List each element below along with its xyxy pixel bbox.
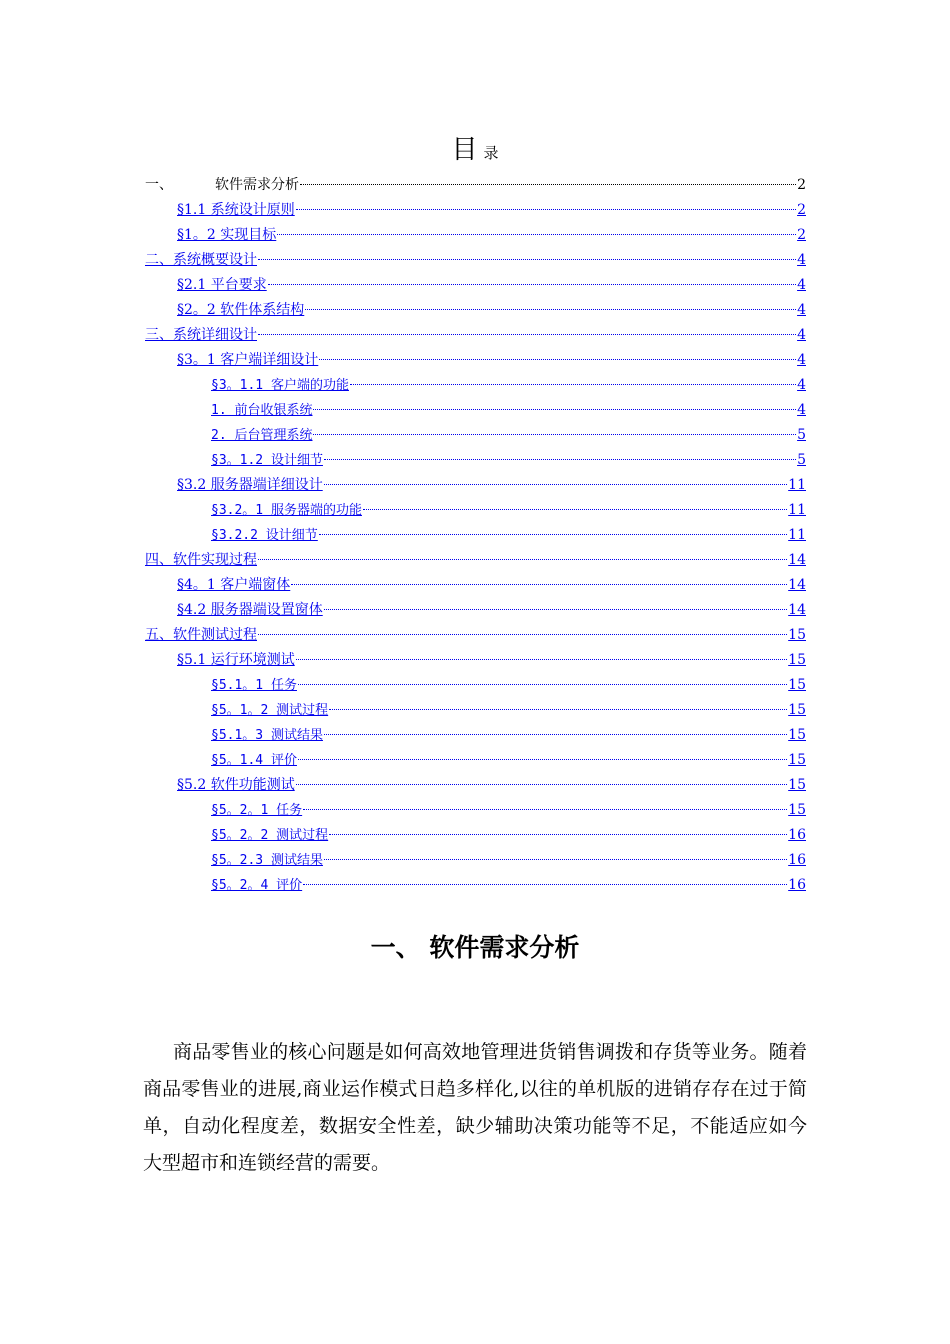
toc-entry-page: 4 [797,302,806,318]
toc-entry-label: §5。2。4 评价 [211,878,303,893]
toc-entry-page: 4 [797,377,806,393]
toc-entry[interactable] [211,449,806,471]
toc-entry-page: 4 [797,402,806,418]
toc-leader [303,884,787,885]
toc-entry-page: 15 [788,802,806,818]
toc-leader [300,184,796,185]
toc-entry-label: §5。1。2 测试过程 [211,703,329,718]
toc-entry-page: 2 [797,202,806,218]
toc-entry-label: §3.2 服务器端详细设计 [177,477,323,493]
toc-entry[interactable] [177,349,806,371]
toc-entry[interactable] [177,599,806,621]
body-paragraph: 商品零售业的核心问题是如何高效地管理进货销售调拨和存货等业务。随着商品零售业的进展,商业运作模式日趋多样化,以往的单机版的进销存存在过于简单，自动化程度差，数据安全性差，缺少辅助决策功能等不足，不能适应如今大型超市和连锁经营的需要。 [143,1041,807,1174]
toc-entry-label: 一、 软件需求分析 [145,177,299,193]
toc-entry[interactable] [211,799,806,821]
toc-leader [324,459,796,460]
toc-leader [313,434,796,435]
toc-leader [324,484,787,485]
toc-entry[interactable] [211,749,806,771]
toc-entry[interactable] [145,324,806,346]
toc-entry-page: 5 [797,452,806,468]
toc-leader [350,384,796,385]
toc-leader [277,234,796,235]
toc-entry[interactable] [177,224,806,246]
toc-entry[interactable] [211,674,806,696]
toc-entry-page: 15 [788,652,806,668]
toc-entry-label: §1.1 系统设计原则 [177,202,295,218]
toc-leader [363,509,787,510]
toc-entry-page: 16 [788,827,806,843]
toc-leader [303,809,787,810]
toc-leader [291,584,787,585]
toc-entry[interactable] [211,824,806,846]
toc-entry-label: §3。1.2 设计细节 [211,453,323,468]
toc-leader [258,334,796,335]
toc-entry[interactable] [145,624,806,646]
toc-entry-page: 5 [797,427,806,443]
toc-entry[interactable] [211,724,806,746]
toc-entry-label: §5.2 软件功能测试 [177,777,295,793]
toc-leader [258,259,796,260]
toc-entry-label: §5。2。1 任务 [211,803,303,818]
toc-entry-page: 2 [797,177,806,193]
toc-entry-page: 4 [797,252,806,268]
toc-entry-page: 15 [788,727,806,743]
toc-leader [258,559,787,560]
toc-entry-label: 1. 前台收银系统 [211,403,313,418]
toc-entry-label: §2.1 平台要求 [177,277,267,293]
toc-entry[interactable] [211,374,806,396]
toc-entry-page: 2 [797,227,806,243]
toc-entry[interactable] [211,874,806,896]
toc-entry-page: 15 [788,702,806,718]
toc-entry[interactable] [211,399,806,421]
toc-leader [319,359,796,360]
toc-entry[interactable] [177,774,806,796]
toc-entry-label: §1。2 实现目标 [177,227,277,243]
toc-leader [268,284,796,285]
toc-entry-page: 16 [788,877,806,893]
toc-entry[interactable] [177,474,806,496]
toc-entry-label: §4。1 客户端窗体 [177,577,291,593]
toc-leader [258,634,787,635]
toc-entry-label: §2。2 软件体系结构 [177,302,305,318]
toc-entry[interactable] [177,299,806,321]
toc-entry[interactable] [211,699,806,721]
toc-entry-label: §4.2 服务器端设置窗体 [177,602,323,618]
toc-entry[interactable] [177,574,806,596]
toc-entry-page: 11 [788,477,806,493]
toc-leader [296,784,787,785]
toc-entry-page: 14 [788,552,806,568]
toc-leader [305,309,796,310]
toc-title-suffix: 录 [483,144,499,162]
toc-leader [313,409,796,410]
toc-title [0,132,950,171]
toc-leader [298,759,787,760]
toc-entry[interactable] [177,199,806,221]
toc-entry-page: 15 [788,777,806,793]
toc-entry[interactable] [145,174,806,196]
toc-entry-label: §5.1 运行环境测试 [177,652,295,668]
toc-entry-label: 二、系统概要设计 [145,252,257,268]
toc-entry[interactable] [211,499,806,521]
toc-leader [324,734,787,735]
toc-leader [329,709,787,710]
toc-entry-page: 4 [797,352,806,368]
toc-entry-page: 15 [788,752,806,768]
toc-entry-label: §5。2。2 测试过程 [211,828,329,843]
toc-entry-label: §3.2。1 服务器端的功能 [211,503,362,518]
toc-leader [296,659,787,660]
toc-leader [324,609,787,610]
toc-entry-page: 11 [788,527,806,543]
toc-entry-page: 4 [797,327,806,343]
toc-leader [298,684,787,685]
toc-entry-page: 4 [797,277,806,293]
toc-entry-label: 2. 后台管理系统 [211,428,313,443]
toc-entry-page: 15 [788,627,806,643]
toc-entry[interactable] [211,524,806,546]
toc-entry[interactable] [211,424,806,446]
toc-entry[interactable] [145,249,806,271]
toc-entry-page: 11 [788,502,806,518]
toc-entry-label: 四、软件实现过程 [145,552,257,568]
toc-leader [324,859,787,860]
toc-entry-label: §3。1.1 客户端的功能 [211,378,349,393]
toc-entry-label: §3。1 客户端详细设计 [177,352,319,368]
toc-entry-page: 16 [788,852,806,868]
toc-entry-page: 14 [788,602,806,618]
toc-entry[interactable] [211,849,806,871]
toc-leader [329,834,787,835]
toc-entry-label: §5.1。1 任务 [211,678,297,693]
toc-title-main: 目 [451,135,478,165]
toc-entry-label: 五、软件测试过程 [145,627,257,643]
toc-entry-label: §5.1。3 测试结果 [211,728,323,743]
toc-leader [319,534,787,535]
toc-entry-label: §5。1.4 评价 [211,753,297,768]
toc-entry[interactable] [145,549,806,571]
section-heading: 一、 软件需求分析 [370,933,580,962]
toc-entry-label: §3.2.2 设计细节 [211,528,318,543]
toc-entry-label: 三、系统详细设计 [145,327,257,343]
toc-entry-label: §5。2.3 测试结果 [211,853,323,868]
toc-entry[interactable] [177,649,806,671]
toc-entry[interactable] [177,274,806,296]
toc-entry-page: 15 [788,677,806,693]
toc-entry-page: 14 [788,577,806,593]
toc-leader [296,209,796,210]
